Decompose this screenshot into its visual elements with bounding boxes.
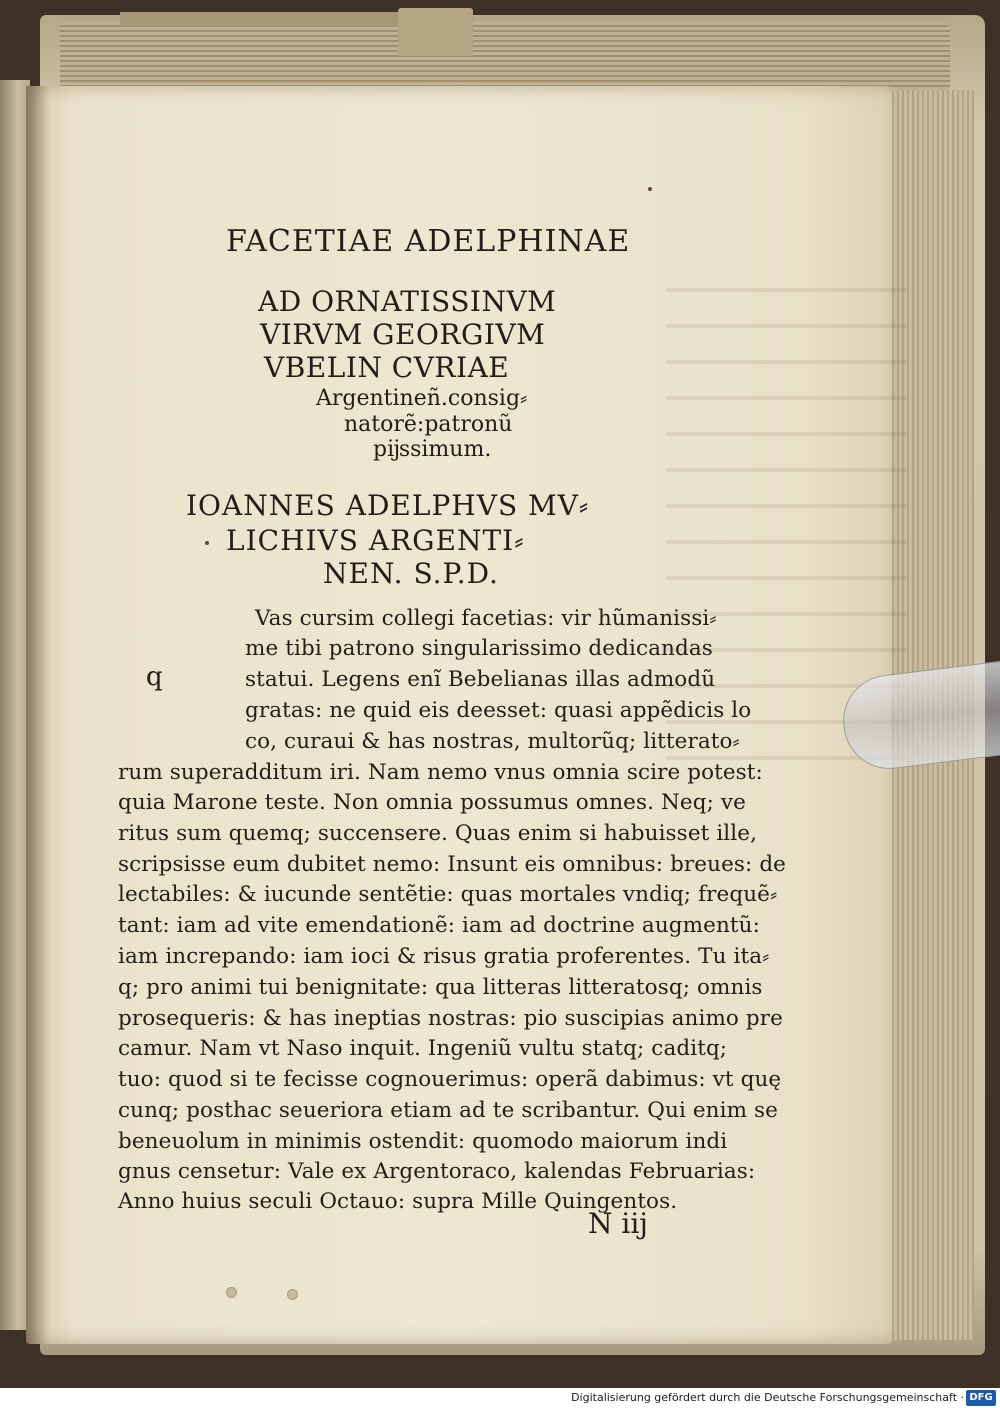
spine-strip [120, 12, 420, 26]
dedication-line: VIRVM GEORGIVM [260, 318, 546, 351]
author-line: LICHIVS ARGENTI⸗ [226, 524, 525, 557]
gutter-shadow [26, 86, 50, 1344]
author-line: IOANNES ADELPHVS MV⸗ [186, 489, 590, 522]
body-line: q; pro animi tui benignitate: qua litteras litteratosq; omnis [118, 975, 763, 1000]
page-edges-top [60, 22, 950, 90]
bookmark-tab [398, 8, 473, 56]
dedication-line: AD ORNATISSINVM [258, 285, 557, 318]
footer-credit: Digitalisierung gefördert durch die Deutsche Forschungsgemeinschaft · [571, 1391, 964, 1404]
body-line: iam increpando: iam ioci & risus gratia proferentes. Tu ita⸗ [118, 944, 770, 969]
worm-hole [205, 541, 209, 545]
sewing-hole [226, 1287, 237, 1298]
signature-mark: N iij [588, 1207, 648, 1240]
body-line: scripsisse eum dubitet nemo: Insunt eis omnibus: breues: de [118, 852, 787, 877]
dedication-line: pĳssimum. [373, 437, 492, 462]
body-line: quia Marone teste. Non omnia possumus omnes. Neq; ve [118, 790, 746, 815]
body-line: lectabiles: & iucunde sentẽtie: quas mortales vndiq; frequẽ⸗ [118, 882, 778, 907]
body-line: Anno huius seculi Octauo: supra Mille Quingentos. [118, 1189, 678, 1214]
body-line: gnus censetur: Vale ex Argentoraco, kalendas Februarias: [118, 1159, 756, 1184]
guide-letter: q [146, 662, 163, 692]
body-line: statui. Legens enĩ Bebelianas illas admodũ [245, 667, 716, 692]
body-line: camur. Nam vt Naso inquit. Ingeniũ vultu statq; caditq; [118, 1036, 728, 1061]
page-title: FACETIAE ADELPHINAE [226, 224, 631, 259]
worm-hole [648, 187, 652, 191]
body-line: co, curaui & has nostras, multorũq; litterato⸗ [245, 729, 740, 754]
body-line: gratas: ne quid eis deesset: quasi appẽdicis lo [245, 698, 752, 723]
dedication-line: natorẽ:patronũ [344, 412, 513, 437]
author-line: NEN. S.P.D. [323, 557, 499, 590]
body-line: tant: iam ad vite emendationẽ: iam ad doctrine augmentũ: [118, 913, 760, 938]
body-line: Vas cursim collegi facetias: vir hũmanissi⸗ [255, 606, 717, 631]
body-line: beneuolum in minimis ostendit: quomodo maiorum indi [118, 1129, 728, 1154]
body-line: tuo: quod si te fecisse cognouerimus: operã dabimus: vt quę [118, 1067, 782, 1092]
dedication-line: VBELIN CVRIAE [264, 351, 510, 384]
body-line: prosequeris: & has ineptias nostras: pio suscipias animo pre [118, 1006, 783, 1031]
sewing-hole [287, 1289, 298, 1300]
body-line: cunq; posthac seueriora etiam ad te scribantur. Qui enim se [118, 1098, 778, 1123]
body-line: ritus sum quemq; succensere. Quas enim si habuisset ille, [118, 821, 758, 846]
body-line: me tibi patrono singularissimo dedicandas [245, 636, 713, 661]
dfg-logo[interactable]: DFG [966, 1390, 996, 1406]
body-line: rum superadditum iri. Nam nemo vnus omnia scire potest: [118, 760, 763, 785]
dedication-line: Argentineñ.consig⸗ [316, 386, 528, 411]
